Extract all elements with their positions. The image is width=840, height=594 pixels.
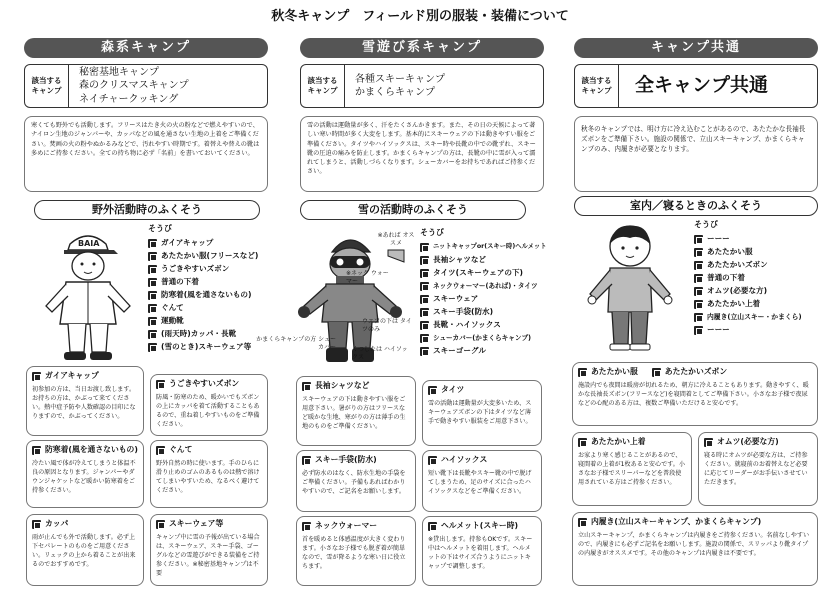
- target-item: 全キャンプ共通: [635, 74, 769, 97]
- checkbox-icon: [428, 456, 437, 465]
- detail-box: [296, 516, 416, 586]
- equipment-item: 防寒着(風を通さないもの): [148, 289, 273, 302]
- equipment-item: ーーー: [694, 233, 824, 246]
- equipment-item: スキーウェア: [420, 293, 545, 306]
- checkbox-icon: [32, 372, 41, 381]
- column-header-common: キャンプ共通: [574, 38, 818, 58]
- equipment-item: オムツ(必要な方): [694, 285, 824, 298]
- detail-box: [572, 432, 692, 506]
- checkbox-icon: [420, 282, 429, 291]
- detail-text: 雪の活動は運動量が大変多いため、スキーウェアズボンの下はタイツなど薄手で動きやすい服装をご用意下さい。: [428, 399, 532, 425]
- detail-box: [572, 362, 818, 426]
- target-camps-snow: [300, 64, 544, 108]
- note-common: 秋冬のキャンプでは、明け方に冷え込むことがあるので、あたたかな長袖長ズボンをご準備下さい。施設の関係で、立山スキーキャンプ、かまくらキャンプのみ、内履きが必要となります。: [574, 116, 818, 192]
- detail-title: あたたかい服: [591, 367, 638, 376]
- checkbox-icon: [420, 334, 429, 343]
- detail-title: ネックウォーマー: [315, 521, 378, 530]
- child-indoor-illustration: [578, 220, 686, 356]
- checkbox-icon: [156, 520, 165, 529]
- checkbox-icon: [704, 438, 713, 447]
- checkbox-icon: [148, 317, 157, 326]
- equipment-item: ーーー: [694, 324, 824, 337]
- section-header-snow: 雪の活動時のふくそう: [300, 200, 526, 220]
- checkbox-icon: [32, 446, 41, 455]
- equipment-item: スキー手袋(防水): [420, 306, 545, 319]
- detail-text: 野外自然の時に使います。手のひらに滑り止めのゴムのあるものは熱で溶けてしまいやすいため、なるべく避けてください。: [156, 459, 260, 494]
- detail-text: 寝る時にオムツが必要な方は、ご持参ください。就寝前のお着替えなど必要に応じてリーダーがお手伝いさせていただきます。: [704, 451, 808, 486]
- checkbox-icon: [694, 326, 703, 335]
- equipment-item: あたたかい上着: [694, 298, 824, 311]
- detail-text: 雨が止んでも外で活動します。必ず上下セパレートのものをご用意ください。リュックの上から着ることが出来るのでおすすめです。: [32, 533, 136, 568]
- equipment-item: ニットキャップor(スキー時)ヘルメット: [420, 241, 545, 254]
- callout-label: くつしたは ハイソックス: [352, 346, 408, 361]
- detail-box: [422, 516, 542, 586]
- checkbox-icon: [302, 456, 311, 465]
- equipment-list-snow: [420, 228, 545, 358]
- checkbox-icon: [148, 239, 157, 248]
- target-camps-forest: [24, 64, 268, 108]
- detail-text: 短い靴下は長靴やスキー靴の中で脱げてしまうため、足のサイズに合ったハイソックスなどをご準備ください。: [428, 469, 532, 495]
- detail-title: タイツ: [441, 385, 465, 394]
- target-label: 該当する キャンプ: [301, 65, 345, 107]
- equipment-list-forest: [148, 224, 273, 354]
- equipment-heading: そうび: [420, 228, 444, 237]
- target-label: 該当する キャンプ: [25, 65, 69, 107]
- checkbox-icon: [428, 522, 437, 531]
- detail-box: [572, 512, 818, 586]
- checkbox-icon: [148, 343, 157, 352]
- detail-title: 防寒着(風を通さないもの): [45, 445, 138, 454]
- checkbox-icon: [148, 304, 157, 313]
- detail-text: 首を暖めると体感温度が大きく変わります。小さなお子様でも脱ぎ着が簡単なので、雪が降るような寒い日に役立ちます。: [302, 535, 406, 570]
- checkbox-icon: [420, 321, 429, 330]
- detail-box: [296, 450, 416, 512]
- detail-text: 防風・防寒のため、暖かいでもズボンの上にカッパを着て活動することもあるので、重ね着しやすいものをご準備ください。: [156, 393, 260, 428]
- equipment-item: ネックウォーマー(あれば)・タイツ: [420, 280, 545, 293]
- target-list: [69, 66, 189, 107]
- equipment-item: 普通の下着: [694, 272, 824, 285]
- checkbox-icon: [420, 295, 429, 304]
- column-header-forest: 森系キャンプ: [24, 38, 268, 58]
- target-label: 該当する キャンプ: [575, 65, 619, 107]
- detail-text: スキーウェアの下は動きやすい服をご用意下さい。暑がりの方はフリースなど暖かな生地、寒がりの方は薄手の生地のものをご準備ください。: [302, 395, 406, 430]
- detail-box: [26, 514, 144, 586]
- detail-text: 冷たい風で体が冷えてしまうと体温不良の原因となります。ジャンパーやダウンジャケットなど暖かい防寒着をご持参ください。: [32, 459, 136, 494]
- detail-text: 施設内でも夜間は暖房が切れるため、朝方に冷えることもあります。動きやすく、暖かな長袖長ズボン(フリースなど)を寝間着としてご準備下さい。小さなお子様で夜尿などの心配のある方は、複数ご準備いただけると安心です。: [578, 381, 809, 407]
- checkbox-icon: [652, 368, 661, 377]
- detail-title: あたたかい上着: [591, 437, 646, 446]
- column-header-snow: 雪遊び系キャンプ: [300, 38, 544, 58]
- target-item: 森のクリスマスキャンプ: [79, 80, 189, 92]
- checkbox-icon: [694, 300, 703, 309]
- equipment-item: 普通の下着: [148, 276, 273, 289]
- equipment-item: 内履き(立山スキー・かまくら): [694, 311, 824, 324]
- page-title: 秋冬キャンプ フィールド別の服装・装備について: [271, 9, 569, 24]
- equipment-item: タイツ(スキーウェアの下): [420, 267, 545, 280]
- detail-box: [422, 380, 542, 446]
- detail-box: [26, 366, 144, 436]
- target-camps-common: [574, 64, 818, 108]
- checkbox-icon: [694, 313, 703, 322]
- detail-title: スキー手袋(防水): [315, 455, 377, 464]
- detail-title: うごきやすいズボン: [169, 379, 240, 388]
- equipment-item: (雪のとき)スキーウェア等: [148, 341, 273, 354]
- equipment-item: 運動靴: [148, 315, 273, 328]
- equipment-item: あたたかい服(フリースなど): [148, 250, 273, 263]
- checkbox-icon: [156, 380, 165, 389]
- equipment-item: ぐんて: [148, 302, 273, 315]
- checkbox-icon: [302, 522, 311, 531]
- checkbox-icon: [694, 235, 703, 244]
- checkbox-icon: [148, 278, 157, 287]
- checkbox-icon: [32, 520, 41, 529]
- target-item: ネイチャークッキング: [79, 93, 179, 105]
- detail-box: [422, 450, 542, 512]
- detail-box: [150, 374, 268, 436]
- checkbox-icon: [694, 248, 703, 257]
- detail-text: ※貸出します。持参もOKです。スキー中はヘルメットを着用します。ヘルメットの下はサイズ合うようにニットキャップで調整します。: [428, 535, 533, 570]
- target-item: 秘密基地キャンプ: [79, 66, 159, 78]
- checkbox-icon: [694, 287, 703, 296]
- detail-box: [698, 432, 818, 506]
- checkbox-icon: [156, 446, 165, 455]
- detail-text: お家より寒く感じることがあるので、寝間着の上着が1枚あると安心です。小さなお子様でスリーパーなどを普段使用されている方はご持参ください。: [578, 451, 685, 486]
- detail-title: スキーウェア等: [169, 519, 224, 528]
- detail-text: 必ず防水のはなく、防水生地の手袋をご準備ください。予備もあればわかりやすいので、ご記名をお願いします。: [302, 469, 406, 495]
- detail-title: ハイソックス: [441, 455, 488, 464]
- child-outdoor-illustration: [34, 224, 142, 364]
- callout-label: かまくらキャンプの方 シューカバー: [256, 336, 336, 351]
- equipment-item: スキーゴーグル: [420, 345, 545, 358]
- equipment-heading: そうび: [148, 224, 172, 233]
- equipment-list-common: [694, 220, 824, 337]
- checkbox-icon: [420, 308, 429, 317]
- detail-title: ぐんて: [169, 445, 193, 454]
- callout-label: ※ネック ウォーマー: [346, 270, 389, 285]
- checkbox-icon: [148, 291, 157, 300]
- callout-label: ウエアの下は タイツのみ: [362, 318, 412, 333]
- target-item: かまくらキャンプ: [355, 87, 435, 98]
- equipment-item: 長袖シャツなど: [420, 254, 545, 267]
- checkbox-icon: [148, 330, 157, 339]
- detail-title: ガイアキャップ: [45, 371, 99, 380]
- target-list: [345, 73, 445, 100]
- detail-title: オムツ(必要な方): [717, 437, 779, 446]
- detail-title: カッパ: [45, 519, 69, 528]
- detail-box: [150, 440, 268, 508]
- checkbox-icon: [578, 438, 587, 447]
- detail-text: 初参加の方は、当日お渡し致します。お持ちの方は、かぶって来てください。熱中症予防や人数確認の目印になりますので、かぶってください。: [32, 385, 136, 420]
- section-header-forest: 野外活動時のふくそう: [34, 200, 260, 220]
- detail-title: あたたかいズボン: [664, 367, 728, 376]
- equipment-heading: そうび: [694, 220, 718, 229]
- detail-box: [26, 440, 144, 508]
- note-forest: 寒くても野外でも活動します。フリースはたき火の火の粉などで燃えやすいので、ナイロン生地のジャンパーや、カッパなどの風を通さない生地の上着をご準備ください。焚画の火の粉やぬかるみなどで、汚れやすい時期です。着替えや替えの靴は多めにご持参ください。全ての持ち物に必ず「名前」を書いておいてください。: [24, 116, 268, 192]
- checkbox-icon: [578, 368, 587, 377]
- detail-text: 立山スキーキャンプ、かまくらキャンプは内履きをご持参ください。名前なしやすいので、内履きにも必ずご記名をお願いします。施設の関係で、スリッパより靴タイプの内履きがオススメです。その他のキャンプは内履きは不要です。: [578, 531, 810, 557]
- checkbox-icon: [148, 252, 157, 261]
- equipment-item: (雨天時)カッパ・長靴: [148, 328, 273, 341]
- detail-title: 内履き(立山スキーキャンプ、かまくらキャンプ): [591, 517, 762, 526]
- checkbox-icon: [420, 243, 429, 252]
- equipment-item: うごきやすいズボン: [148, 263, 273, 276]
- equipment-item: シューカバー(かまくらキャンプ): [420, 332, 545, 345]
- checkbox-icon: [302, 382, 311, 391]
- checkbox-icon: [420, 269, 429, 278]
- detail-box: [296, 376, 416, 446]
- equipment-item: あたたかいズボン: [694, 259, 824, 272]
- checkbox-icon: [694, 261, 703, 270]
- equipment-item: あたたかい服: [694, 246, 824, 259]
- equipment-item: 長靴・ハイソックス: [420, 319, 545, 332]
- checkbox-icon: [420, 347, 429, 356]
- checkbox-icon: [694, 274, 703, 283]
- cap-logo: BAIA: [78, 239, 100, 248]
- callout-label: ※あれば オススメ: [377, 232, 415, 247]
- detail-text: キャンプ中に雪の予報が出ている場合は、スキーウェア、スキー手袋、ゴーグルなどの雪遊びができる装備をご持参ください。※秘密基地キャンプは不要: [156, 533, 260, 578]
- checkbox-icon: [578, 518, 587, 527]
- equipment-item: ガイアキャップ: [148, 237, 273, 250]
- detail-title: ヘルメット(スキー時): [441, 521, 519, 530]
- note-snow: 雪の活動は運動量が多く、汗をたくさんかきます。また、その日の天候によって著しい寒い時間が多く大変をします。基本的にスキーウェアの下は動きやすい服をご準備ください。タイツやハイソックスは、スキー時や長靴の中での靴ずれ、スキー靴の圧迫の痛みを防止します。かまくらキャンプの方は、長靴の中に雪が入って濡れてしまうと、活動しづらくなります。シューカバーをお持ちであればご持参ください。: [300, 116, 544, 192]
- detail-box: [150, 514, 268, 586]
- checkbox-icon: [420, 256, 429, 265]
- checkbox-icon: [428, 386, 437, 395]
- checkbox-icon: [148, 265, 157, 274]
- target-item: 各種スキーキャンプ: [355, 73, 445, 85]
- detail-title: 長袖シャツなど: [315, 381, 370, 390]
- section-header-common: 室内／寝るときのふくそう: [574, 196, 818, 216]
